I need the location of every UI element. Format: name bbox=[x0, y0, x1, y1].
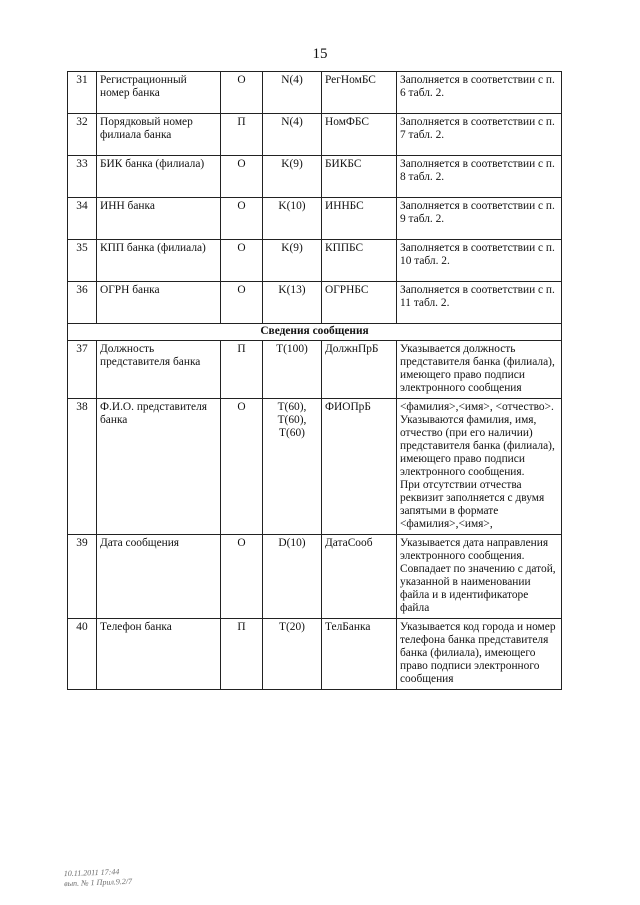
requisite-description bbox=[397, 156, 562, 198]
requisite-tag: ДатаСооб bbox=[322, 535, 397, 619]
requisite-description bbox=[397, 282, 562, 324]
requisite-status: П bbox=[221, 114, 263, 156]
requisite-status: О bbox=[221, 282, 263, 324]
requisite-description bbox=[397, 619, 562, 690]
stamp-line: вып. № 1 Прил.9.2/7 bbox=[64, 876, 133, 889]
table-row bbox=[68, 240, 562, 282]
description-text: Указывается код города и номер телефона банка представителя банка (филиала), имеющего право подписи электронного сообщения bbox=[400, 621, 556, 685]
requisite-status: О bbox=[221, 72, 263, 114]
description-text: Указываются фамилия, имя, отчество (при его наличии) представителя банка (филиала), имеющего право подписи электронного сообщения. bbox=[400, 414, 555, 478]
requisite-tag: ИННБС bbox=[322, 198, 397, 240]
requisite-name: КПП банка (филиала) bbox=[97, 240, 221, 282]
table-row bbox=[68, 72, 562, 114]
description-text: Заполняется в соответствии с п. 11 табл. 2. bbox=[400, 284, 555, 309]
format-line: N(4) bbox=[281, 116, 303, 128]
requisite-description bbox=[397, 198, 562, 240]
table-row bbox=[68, 114, 562, 156]
requisite-format bbox=[263, 282, 322, 324]
requisite-format bbox=[263, 198, 322, 240]
requisite-description bbox=[397, 114, 562, 156]
requisite-name: Телефон банка bbox=[97, 619, 221, 690]
requisite-tag: НомФБС bbox=[322, 114, 397, 156]
requisite-tag: ДолжнПрБ bbox=[322, 341, 397, 399]
requisite-status: О bbox=[221, 535, 263, 619]
table-row bbox=[68, 282, 562, 324]
description-text: Заполняется в соответствии с п. 10 табл. 2. bbox=[400, 242, 555, 267]
description-text: Заполняется в соответствии с п. 8 табл. 2. bbox=[400, 158, 555, 183]
table-row bbox=[68, 399, 562, 535]
row-number: 34 bbox=[68, 198, 97, 240]
requisite-tag: ОГРНБС bbox=[322, 282, 397, 324]
format-line: N(4) bbox=[281, 74, 303, 86]
format-line: T(60) bbox=[279, 427, 305, 439]
requisite-name: Регистрационный номер банка bbox=[97, 72, 221, 114]
table-row bbox=[68, 156, 562, 198]
requisite-status: О bbox=[221, 240, 263, 282]
requisite-name: ИНН банка bbox=[97, 198, 221, 240]
format-line: K(10) bbox=[278, 200, 306, 212]
section-header-row bbox=[68, 324, 562, 341]
row-number: 33 bbox=[68, 156, 97, 198]
requisite-description bbox=[397, 399, 562, 535]
requisite-format bbox=[263, 156, 322, 198]
description-text: Заполняется в соответствии с п. 9 табл. 2. bbox=[400, 200, 555, 225]
description-text: Заполняется в соответствии с п. 7 табл. 2. bbox=[400, 116, 555, 141]
description-text: <фамилия>,<имя>, <отчество>. bbox=[400, 401, 554, 413]
requisite-tag: ФИОПрБ bbox=[322, 399, 397, 535]
requisite-format bbox=[263, 114, 322, 156]
requisite-name: ОГРН банка bbox=[97, 282, 221, 324]
requisite-format bbox=[263, 399, 322, 535]
row-number: 37 bbox=[68, 341, 97, 399]
table-row bbox=[68, 341, 562, 399]
format-line: K(9) bbox=[281, 158, 303, 170]
row-number: 32 bbox=[68, 114, 97, 156]
row-number: 38 bbox=[68, 399, 97, 535]
requisite-name: Ф.И.О. представителя банка bbox=[97, 399, 221, 535]
requisite-status: П bbox=[221, 619, 263, 690]
requisite-tag: РегНомБС bbox=[322, 72, 397, 114]
requisite-status: П bbox=[221, 341, 263, 399]
row-number: 35 bbox=[68, 240, 97, 282]
table-row bbox=[68, 619, 562, 690]
format-line: T(100) bbox=[276, 343, 308, 355]
format-line: T(20) bbox=[279, 621, 305, 633]
row-number: 40 bbox=[68, 619, 97, 690]
row-number: 36 bbox=[68, 282, 97, 324]
print-stamp bbox=[64, 867, 133, 889]
requisite-description bbox=[397, 72, 562, 114]
requisite-format bbox=[263, 240, 322, 282]
table-row bbox=[68, 198, 562, 240]
format-line: K(13) bbox=[278, 284, 306, 296]
section-title: Сведения сообщения bbox=[68, 324, 562, 341]
requisite-format bbox=[263, 72, 322, 114]
requisite-format bbox=[263, 535, 322, 619]
row-number: 31 bbox=[68, 72, 97, 114]
format-line: T(60), bbox=[277, 414, 307, 426]
requisite-format bbox=[263, 341, 322, 399]
description-text: При отсутствии отчества реквизит заполняется с двумя запятыми в формате <фамилия>,<имя>, bbox=[400, 479, 545, 530]
requisite-format bbox=[263, 619, 322, 690]
format-line: K(9) bbox=[281, 242, 303, 254]
requisite-name: БИК банка (филиала) bbox=[97, 156, 221, 198]
description-text: Указывается должность представителя банка (филиала), имеющего право подписи электронного сообщения bbox=[400, 343, 555, 394]
requisite-name: Порядковый номер филиала банка bbox=[97, 114, 221, 156]
row-number: 39 bbox=[68, 535, 97, 619]
requisite-status: О bbox=[221, 399, 263, 535]
requisite-tag: ТелБанка bbox=[322, 619, 397, 690]
requisite-name: Дата сообщения bbox=[97, 535, 221, 619]
requisite-description bbox=[397, 240, 562, 282]
requisite-name: Должность представителя банка bbox=[97, 341, 221, 399]
description-text: Указывается дата направления электронного сообщения. bbox=[400, 537, 549, 562]
format-line: D(10) bbox=[278, 537, 306, 549]
stamp-line: 10.11.2011 17:44 bbox=[63, 867, 120, 879]
requisite-tag: БИКБС bbox=[322, 156, 397, 198]
format-line: T(60), bbox=[277, 401, 307, 413]
description-text: Совпадает по значению с датой, указанной в наименовании файла и в идентификаторе файла bbox=[400, 563, 556, 614]
requisites-table bbox=[67, 71, 562, 690]
description-text: Заполняется в соответствии с п. 6 табл. 2. bbox=[400, 74, 555, 99]
requisite-description bbox=[397, 535, 562, 619]
requisite-description bbox=[397, 341, 562, 399]
page-number: 15 bbox=[312, 46, 328, 62]
table-row bbox=[68, 535, 562, 619]
requisite-status: О bbox=[221, 156, 263, 198]
requisite-tag: КППБС bbox=[322, 240, 397, 282]
requisite-status: О bbox=[221, 198, 263, 240]
